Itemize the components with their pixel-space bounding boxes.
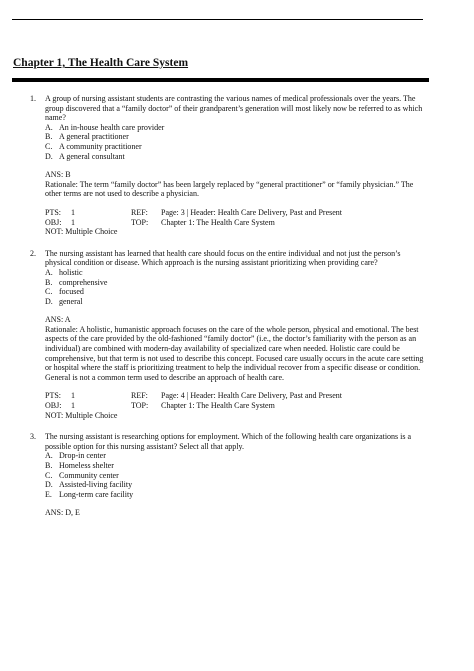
option-c [45,287,428,297]
rationale: Rationale: A holistic, humanistic approach focuses on the care of the whole person, physical and emotional. The best aspects of the care provided by the old-fashioned “family doctor” (i.e., the doctor’s familiarity with the person as an individual) are combined with modern-day availability of specialized care when needed. Holistic care could be comprehensive, but that term is not used to describe this concept. Focused care usually occurs in the acute care setting or hospital where the staff is prioritizing treatment to help the individual recover from a specific disease or condition. General is not a common term used to describe an approach of health care. [45,324,424,382]
option-text: comprehensive [59,277,108,287]
top-rule [12,19,423,20]
option-text: holistic [59,267,83,277]
option-letter: C. [45,470,53,480]
obj-value: 1 [71,401,75,411]
pts-value: 1 [71,207,75,217]
option-text: Homeless shelter [59,461,114,470]
answer: ANS: B [45,170,71,180]
option-text: Community center [59,470,119,480]
option-d [45,152,428,162]
question-stem: A group of nursing assistant students are contrasting the various names of medical professionals over the years. The group discovered that a “family doctor” of their grandparent’s generation will most likely now be referred to as which name? [45,94,423,123]
ref-value: Page: 4 | Header: Health Care Delivery, Past and Present [161,391,343,401]
option-d [45,480,428,490]
option-letter: B. [45,277,53,287]
question-list [30,94,428,518]
question-2 [30,249,428,421]
pts-label: PTS: [45,207,62,217]
chapter-title: Chapter 1, The Health Care System [13,57,189,69]
option-c [45,471,428,481]
option-text: A general practitioner [59,132,129,142]
ref-label: REF: [131,391,148,401]
option-letter: D. [45,480,53,490]
question-meta [45,208,428,227]
title-rule [12,78,429,82]
option-text: Assisted-living facility [59,480,133,490]
option-letter: D. [45,151,53,161]
obj-label: OBJ: [45,217,62,227]
top-label: TOP: [131,401,149,411]
pts-label: PTS: [45,391,62,401]
option-text: Drop-in center [59,451,106,461]
option-letter: A. [45,122,53,132]
question-stem: The nursing assistant is researching options for employment. Which of the following health care organizations is a possible option for this nursing assistant? Select all that apply. [45,432,412,451]
rationale: Rationale: The term “family doctor” has been largely replaced by “general practitioner” or “family physician.” The other terms are not used to describe a physician. [45,179,414,199]
option-text: A general consultant [59,151,125,161]
top-value: Chapter 1: The Health Care System [161,401,275,411]
option-letter: A. [45,451,53,461]
option-text: general [59,296,83,306]
question-meta [45,391,428,410]
obj-value: 1 [71,217,75,227]
pts-value: 1 [71,391,75,401]
answer: ANS: A [45,315,71,325]
option-b [45,132,428,142]
question-3 [30,432,428,518]
option-letter: C. [45,141,53,151]
option-letter: B. [45,461,53,470]
option-a [45,451,428,461]
option-text: focused [59,287,84,297]
option-e [45,490,428,500]
option-c [45,142,428,152]
option-a [45,268,428,278]
option-b [45,278,428,288]
top-value: Chapter 1: The Health Care System [161,217,275,227]
option-letter: E. [45,489,52,499]
ref-label: REF: [131,207,148,217]
option-letter: A. [45,267,53,277]
option-letter: D. [45,296,53,306]
question-number: 1. [30,94,36,103]
option-text: Long-term care facility [59,489,134,499]
obj-label: OBJ: [45,401,62,411]
option-text: An in-house health care provider [59,122,165,132]
top-label: TOP: [131,217,149,227]
question-1 [30,94,428,237]
question-stem: The nursing assistant has learned that health care should focus on the entire individual and not just the person’s physical condition or disease. Which approach is the nursing assistant prioritizing when providing care? [45,248,401,268]
question-type: NOT: Multiple Choice [45,410,118,420]
question-number: 3. [30,432,36,442]
option-b [45,461,428,471]
question-number: 2. [30,248,36,258]
option-a [45,123,428,133]
option-d [45,297,428,307]
option-letter: C. [45,287,53,297]
question-type: NOT: Multiple Choice [45,227,118,237]
answer: ANS: D, E [45,508,80,518]
option-letter: B. [45,132,53,142]
option-text: A community practitioner [59,141,142,151]
ref-value: Page: 3 | Header: Health Care Delivery, Past and Present [161,207,343,217]
